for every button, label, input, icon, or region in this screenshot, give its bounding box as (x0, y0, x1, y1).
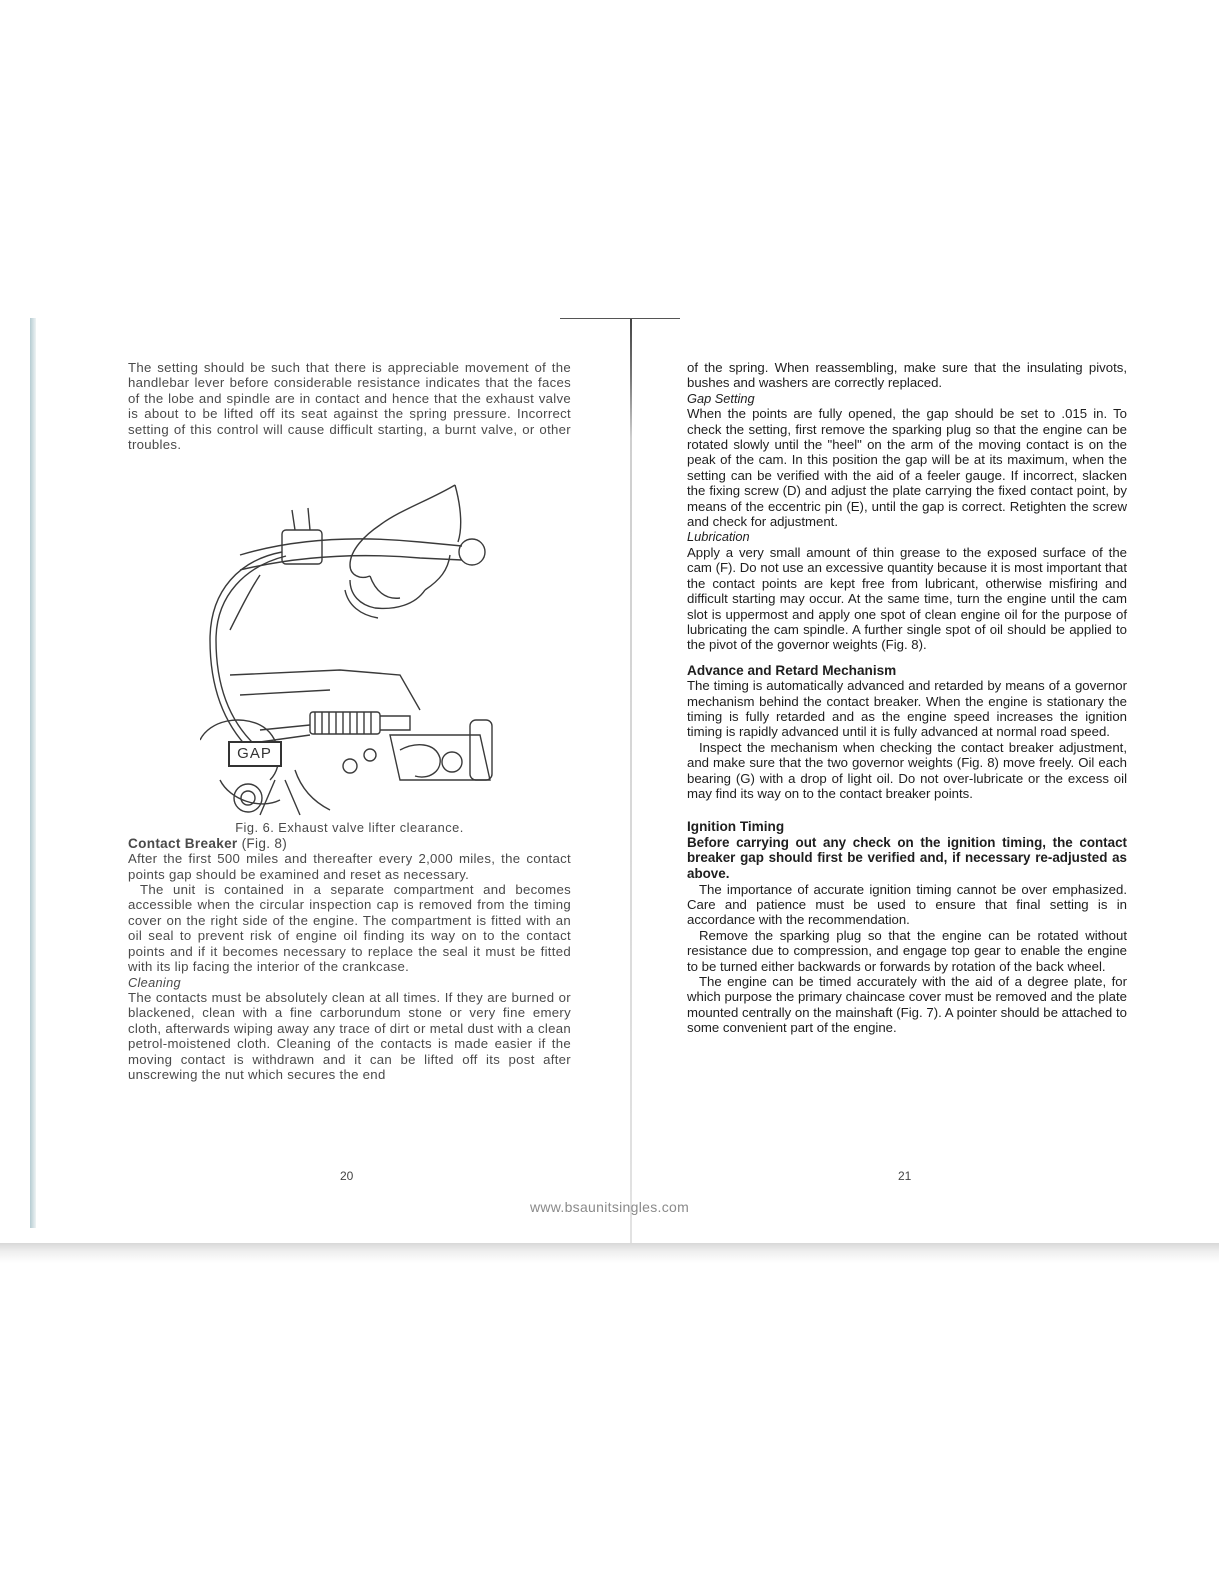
bottom-edge-shadow (0, 1243, 1219, 1263)
page-number-left: 20 (340, 1169, 354, 1183)
gap-setting-heading: Gap Setting (687, 390, 755, 406)
page-number-right: 21 (898, 1169, 912, 1183)
ignition-timing-heading: Ignition Timing (687, 819, 785, 835)
cleaning-paragraph: The contacts must be absolutely clean at all times. If they are burned or blackened, clean with a fine carborundum stone or very fine emery cloth, afterwards wiping away any trace of dirt or metal dust with a clean petrol-moistened cloth. Cleaning of the contacts is made easier if the moving contact is withdrawn and it can be lifted off its post after unscrewing the nut which secures the end (128, 989, 571, 1082)
continuation-paragraph: of the spring. When reassembling, make sure that the insulating pivots, bushes and washers are correctly replaced. (687, 360, 1127, 391)
figure-exhaust-valve-lifter (200, 480, 500, 820)
page-edges (30, 318, 36, 1228)
gap-setting-paragraph: When the points are fully opened, the gap should be set to .015 in. To check the setting, first remove the sparking plug so that the engine can be rotated slowly until the "heel" on the arm of the moving contact is on the peak of the cam. In this position the gap will be at its maximum, when the setting can be verified with the aid of a feeler gauge. If incorrect, slacken the fixing screw (D) and adjust the plate carrying the fixed contact point, by means of the eccentric pin (E), until the gap is correct. Retighten the screw and check for adjustment. (687, 406, 1127, 530)
lubrication-heading: Lubrication (687, 529, 750, 545)
exhaust-lifter-illustration (200, 480, 500, 820)
center-gutter (630, 318, 632, 1248)
intro-paragraph: The setting should be such that there is appreciable movement of the handlebar lever before considerable resistance indicates that the faces of the lobe and spindle are in contact and hence that the exhaust valve is about to be lifted off its seat against the spring pressure. Incorrect setting of this control will cause difficult starting, a burnt valve, or other troubles. (128, 360, 571, 453)
website-watermark: www.bsaunitsingles.com (529, 1199, 690, 1215)
gutter-top-line (560, 318, 680, 319)
contact-breaker-paragraph-2: The unit is contained in a separate compartment and becomes accessible when the circular inspection cap is removed from the timing cover on the right side of the engine. The compartment is fitted with an oil seal to prevent risk of engine oil finding its way on to the contact points and if it becomes necessary to replace the seal it must be fitted with its lip facing the interior of the crankcase. (128, 882, 571, 975)
ignition-timing-warning: Before carrying out any check on the ignition timing, the contact breaker gap should first be verified and, if necessary re-adjusted as above. (687, 834, 1127, 881)
advance-retard-paragraph-2: Inspect the mechanism when checking the contact breaker adjustment, and make sure that the two governor weights (Fig. 8) move freely. Oil each bearing (G) with a drop of light oil. Do not over-lubricate or the excess oil may find its way on to the contact breaker points. (687, 739, 1127, 801)
advance-retard-paragraph-1: The timing is automatically advanced and retarded by means of a governor mechanism behind the contact breaker. When the engine is stationary the timing is fully retarded and as the engine speed increases the ignition timing is rapidly advanced until it is fully advanced at normal road speed. (687, 678, 1127, 740)
contact-breaker-fig-ref: (Fig. 8) (241, 835, 288, 851)
left-page (128, 360, 571, 1082)
lubrication-paragraph: Apply a very small amount of thin grease to the exposed surface of the cam (F). Do not use an excessive quantity because it is most important that the contact points are kept free from lubricant, otherwise misfiring and difficult starting may occur. At the same time, turn the engine until the cam slot is uppermost and apply one spot of clean engine oil for the purpose of lubricating the cam spindle. A further single spot of oil should be applied to the pivot of the governor weights (Fig. 8). (687, 544, 1127, 653)
contact-breaker-paragraph-1: After the first 500 miles and thereafter every 2,000 miles, the contact points gap should be examined and reset as necessary. (128, 851, 571, 882)
ignition-timing-paragraph-3: The engine can be timed accurately with the aid of a degree plate, for which purpose the primary chaincase cover must be removed and the plate mounted centrally on the mainshaft (Fig. 7). A pointer should be attached to some convenient part of the engine. (687, 974, 1127, 1036)
right-page (687, 360, 1127, 1036)
cleaning-heading: Cleaning (128, 974, 181, 990)
advance-retard-heading: Advance and Retard Mechanism (687, 662, 897, 678)
contact-breaker-title: Contact Breaker (128, 835, 238, 851)
figure-caption: Fig. 6. Exhaust valve lifter clearance. (235, 820, 464, 836)
contact-breaker-heading (128, 836, 571, 851)
ignition-timing-paragraph-1: The importance of accurate ignition timing cannot be over emphasized. Care and patience must be used to ensure that final setting is in accordance with the recommendation. (687, 881, 1127, 928)
ignition-timing-paragraph-2: Remove the sparking plug so that the engine can be rotated without resistance due to compression, and engage top gear to enable the engine to be turned either backwards or forwards by rotation of the back wheel. (687, 927, 1127, 974)
gap-callout-label: GAP (228, 741, 282, 767)
